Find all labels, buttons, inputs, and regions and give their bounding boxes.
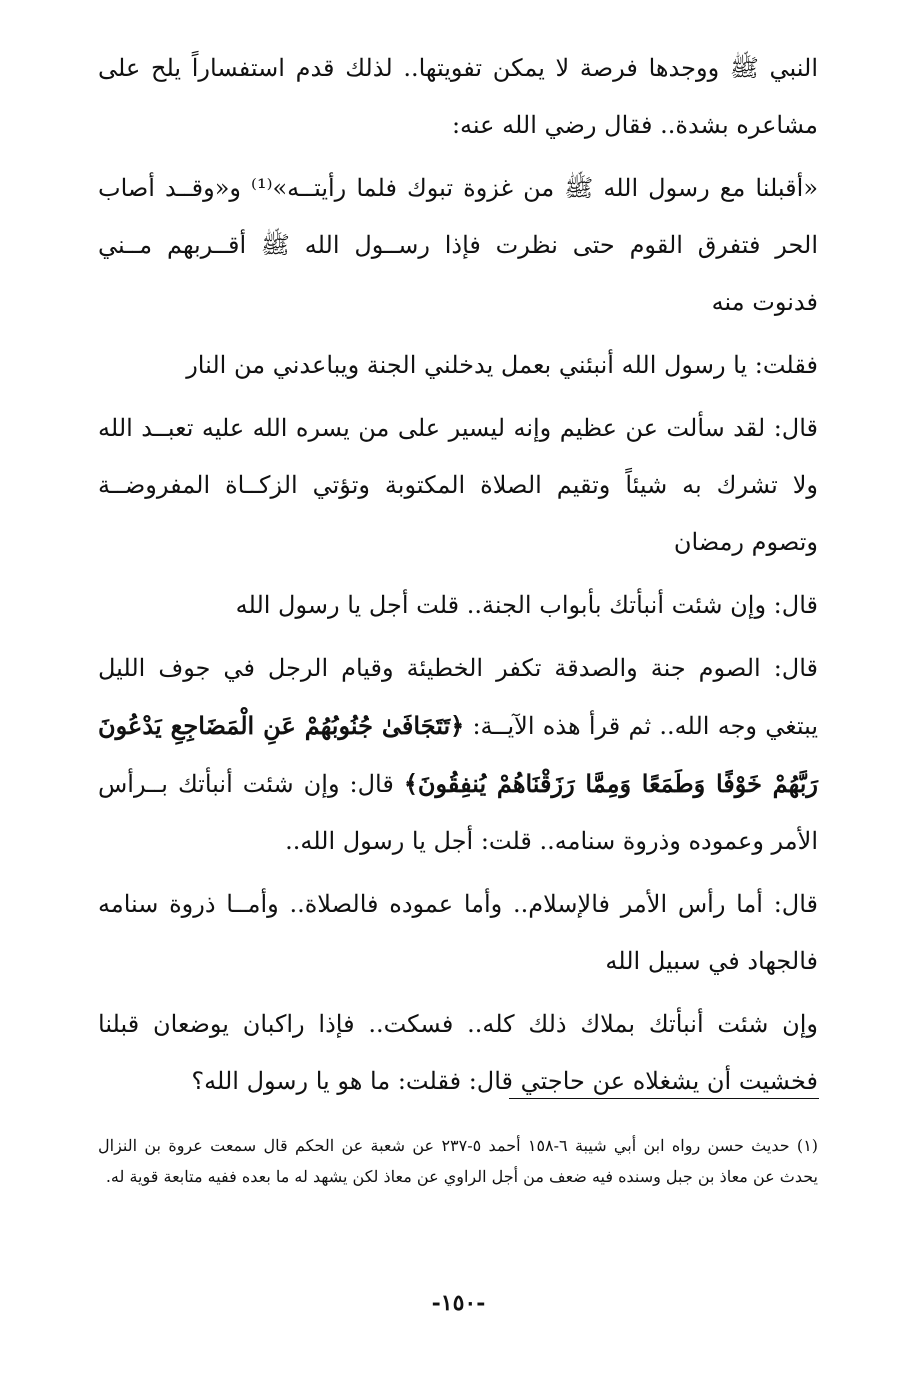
paragraph: النبي ﷺ ووجدها فرصة لا يمكن تفويتها.. لذلك قدم استفساراً يلح على مشاعره بشدة.. فقال رضي الله عنه: <box>98 54 818 139</box>
paragraph: «أقبلنا مع رسول الله ﷺ من غزوة تبوك فلما رأيتــه»⁽¹⁾ و«وقــد أصاب الحر فتفرق القوم حتى نظرت فإذا رســول الله ﷺ أقــربهم مــني فدنوت منه <box>98 174 819 316</box>
paragraph: قال: لقد سألت عن عظيم وإنه ليسير على من يسره الله عليه تعبــد الله ولا تشرك به شيئاً وتقيم الصلاة المكتوبة وتؤتي الزكــاة المفروضــة وتصوم رمضان <box>98 414 818 556</box>
paragraph-text: قال: وإن شئت أنبأتك بــرأس الأمر وعموده وذروة سنامه.. قلت: أجل يا رسول الله.. <box>98 770 818 855</box>
main-text <box>98 40 818 1110</box>
quran-verse: ﴿تَتَجَافَىٰ جُنُوبُهُمْ عَنِ الْمَضَاجِعِ يَدْعُونَ رَبَّهُمْ خَوْفًا وَطَمَعًا وَمِمَّا رَزَقْنَاهُمْ يُنفِقُونَ﴾ <box>98 711 818 798</box>
footnote-divider <box>509 1098 819 1099</box>
paragraph: قال: أما رأس الأمر فالإسلام.. وأما عموده فالصلاة.. وأمــا ذروة سنامه فالجهاد في سبيل الله <box>98 890 818 975</box>
page-number: -١٥٠- <box>431 1290 486 1316</box>
paragraph-text: قال: الصوم جنة والصدقة تكفر الخطيئة وقيام الرجل في جوف الليل يبتغي وجه الله.. ثم قرأ هذه الآيــة: <box>98 654 819 740</box>
paragraph-with-verse <box>98 640 818 870</box>
paragraph: وإن شئت أنبأتك بملاك ذلك كله.. فسكت.. فإذا راكبان يوضعان قبلنا فخشيت أن يشغلاه عن حاجتي قال: فقلت: ما هو يا رسول الله؟ <box>98 1010 818 1095</box>
footnote: (١) حديث حسن رواه ابن أبي شيبة ٦-١٥٨ أحمد ٥-٢٣٧ عن شعبة عن الحكم قال سمعت عروة بن النزال يحدث عن معاذ بن جبل وسنده فيه ضعف من أجل الراوي عن معاذ لكن يشهد له ما بعده ففيه متابعة قوية له. <box>98 1136 819 1186</box>
paragraph: فقلت: يا رسول الله أنبئني بعمل يدخلني الجنة ويباعدني من النار <box>186 351 818 379</box>
paragraph: قال: وإن شئت أنبأتك بأبواب الجنة.. قلت أجل يا رسول الله <box>235 591 818 619</box>
